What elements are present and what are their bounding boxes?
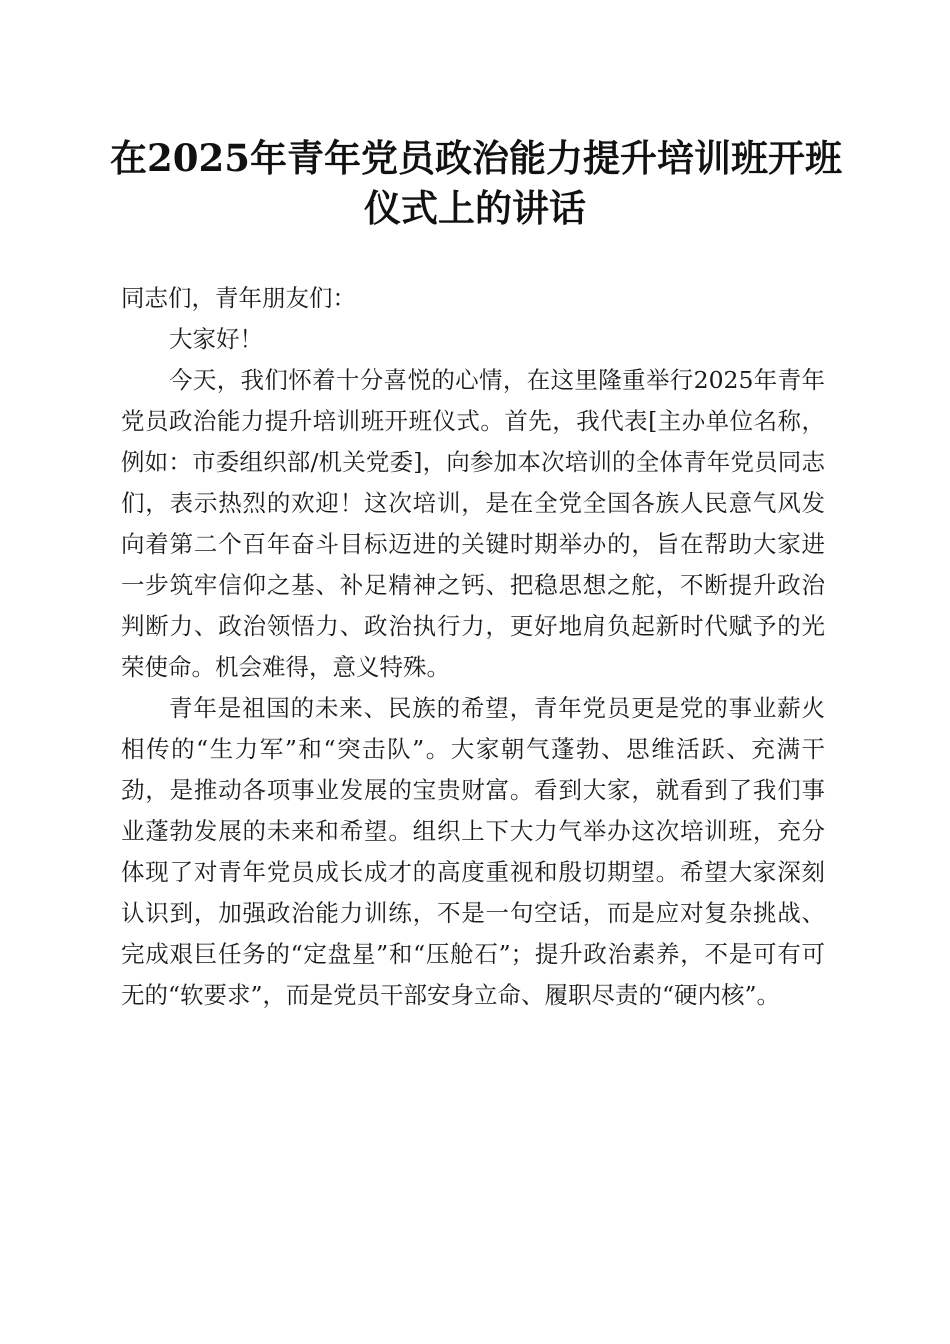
document-body: [121, 278, 825, 1016]
paragraph-2: 青年是祖国的未来、民族的希望，青年党员更是党的事业薪火相传的“生力军”和“突击队”。大家朝气蓬勃、思维活跃、充满干劲，是推动各项事业发展的宝贵财富。看到大家，就看到了我们事业蓬勃发展的未来和希望。组织上下大力气举办这次培训班，充分体现了对青年党员成长成才的高度重视和殷切期望。希望大家深刻认识到，加强政治能力训练，不是一句空话，而是应对复杂挑战、完成艰巨任务的“定盘星”和“压舱石”；提升政治素养，不是可有可无的“软要求”，而是党员干部安身立命、履职尽责的“硬内核”。: [121, 694, 825, 1009]
salutation: 同志们，青年朋友们：: [121, 284, 356, 312]
document-title: [110, 133, 840, 233]
title-line-1: 在2025年青年党员政治能力提升培训班开班: [110, 136, 842, 180]
greeting: 大家好！: [169, 325, 263, 353]
paragraph-1: 今天，我们怀着十分喜悦的心情，在这里隆重举行2025年青年党员政治能力提升培训班开班仪式。首先，我代表[主办单位名称，例如：市委组织部/机关党委]，向参加本次培训的全体青年党员同志们，表示热烈的欢迎！这次培训，是在全党全国各族人民意气风发向着第二个百年奋斗目标迈进的关键时期举办的，旨在帮助大家进一步筑牢信仰之基、补足精神之钙、把稳思想之舵，不断提升政治判断力、政治领悟力、政治执行力，更好地肩负起新时代赋予的光荣使命。机会难得，意义特殊。: [121, 366, 825, 681]
title-line-2: 仪式上的讲话: [364, 186, 586, 230]
